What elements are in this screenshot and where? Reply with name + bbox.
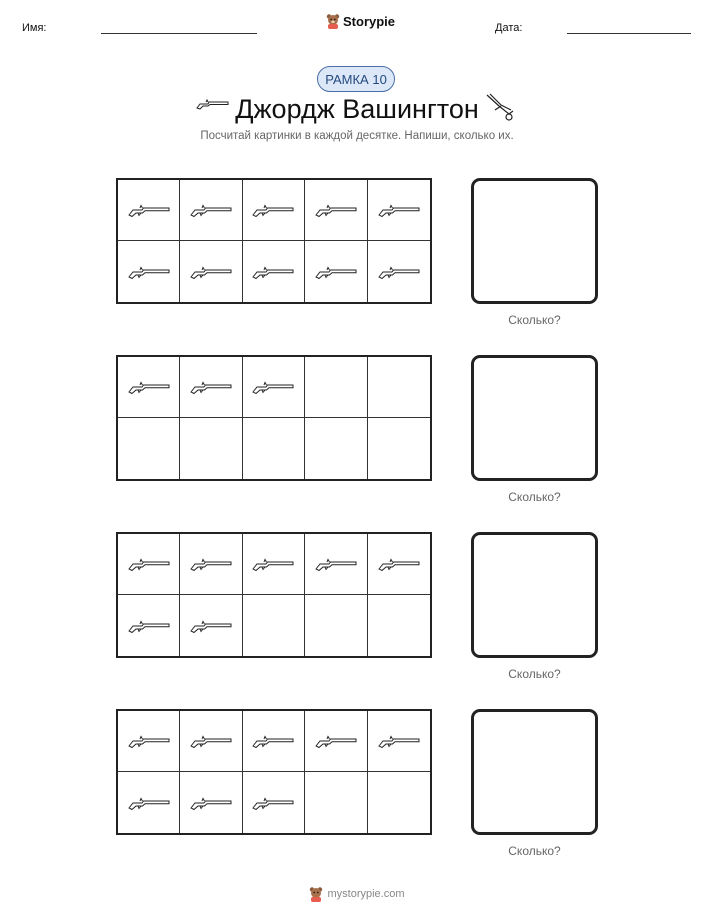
musket-icon <box>314 732 358 750</box>
ten-frame-cell <box>305 711 367 772</box>
ten-frame-cell <box>368 418 430 479</box>
date-label: Дата: <box>495 22 523 34</box>
musket-icon <box>189 794 233 812</box>
how-many-label: Сколько? <box>508 667 561 681</box>
musket-icon <box>251 794 295 812</box>
musket-icon <box>314 263 358 281</box>
musket-icon <box>251 263 295 281</box>
ten-frame-cell <box>118 418 180 479</box>
ten-frame-cell <box>305 772 367 833</box>
instruction-text: Посчитай картинки в каждой десятке. Напиши, сколько их. <box>200 130 514 142</box>
ten-frame-cell <box>368 180 430 241</box>
musket-icon <box>251 378 295 396</box>
musket-icon <box>377 732 421 750</box>
date-line[interactable] <box>567 33 691 34</box>
ten-frame-cell <box>180 711 242 772</box>
ten-frame-cell <box>243 595 305 656</box>
ten-frame-cell <box>118 595 180 656</box>
ten-frame-cell <box>305 534 367 595</box>
how-many-label: Сколько? <box>508 313 561 327</box>
ten-frame-cell <box>180 418 242 479</box>
ten-frame <box>116 178 432 304</box>
ten-frame-cell <box>118 357 180 418</box>
answer-box[interactable] <box>471 709 598 835</box>
ten-frame-cell <box>118 241 180 302</box>
ten-frame-cell <box>243 357 305 418</box>
ten-frame-cell <box>305 241 367 302</box>
ten-frame-cell <box>305 418 367 479</box>
musket-icon <box>189 263 233 281</box>
musket-icon <box>189 201 233 219</box>
ten-frame-cell <box>180 595 242 656</box>
ten-frame-cell <box>118 180 180 241</box>
ten-frame-cell <box>368 534 430 595</box>
ten-frame <box>116 355 432 481</box>
musket-icon <box>251 555 295 573</box>
ten-frame-cell <box>368 595 430 656</box>
musket-icon <box>189 617 233 635</box>
answer-box[interactable] <box>471 532 598 658</box>
musket-icon <box>189 732 233 750</box>
bear-logo-icon <box>309 886 323 902</box>
musket-icon <box>377 263 421 281</box>
ten-frame-cell <box>180 772 242 833</box>
musket-icon <box>127 732 171 750</box>
how-many-label: Сколько? <box>508 844 561 858</box>
ten-frame-cell <box>180 241 242 302</box>
page-title: Джордж Вашингтон <box>235 94 479 124</box>
ten-frame-cell <box>243 241 305 302</box>
ten-frame-cell <box>243 418 305 479</box>
bear-logo-icon <box>326 13 340 29</box>
ten-frame-cell <box>305 357 367 418</box>
musket-icon <box>189 378 233 396</box>
ten-frame-cell <box>368 241 430 302</box>
musket-icon <box>251 732 295 750</box>
musket-icon <box>127 617 171 635</box>
ten-frame-cell <box>243 772 305 833</box>
ten-frame-cell <box>368 357 430 418</box>
ten-frame <box>116 532 432 658</box>
musket-icon <box>377 201 421 219</box>
brand-name: Storypie <box>343 13 396 29</box>
ten-frame-cell <box>305 595 367 656</box>
name-label: Имя: <box>22 22 47 34</box>
musket-icon <box>314 201 358 219</box>
plow-icon <box>485 92 517 122</box>
ten-frame-cell <box>118 711 180 772</box>
ten-frame-cell <box>180 357 242 418</box>
musket-icon <box>189 555 233 573</box>
ten-frame-cell <box>305 180 367 241</box>
musket-icon <box>127 378 171 396</box>
musket-icon <box>127 263 171 281</box>
how-many-label: Сколько? <box>508 490 561 504</box>
ten-frame-cell <box>368 772 430 833</box>
musket-icon <box>314 555 358 573</box>
ten-frame-cell <box>180 180 242 241</box>
musket-icon <box>127 794 171 812</box>
musket-icon <box>377 555 421 573</box>
musket-icon <box>127 555 171 573</box>
footer <box>0 886 714 902</box>
brand-logo <box>326 13 395 29</box>
answer-box[interactable] <box>471 355 598 481</box>
answer-box[interactable] <box>471 178 598 304</box>
footer-url: mystorypie.com <box>327 888 405 900</box>
ten-frame-cell <box>368 711 430 772</box>
ten-frame-cell <box>243 534 305 595</box>
musket-icon <box>127 201 171 219</box>
ten-frame <box>116 709 432 835</box>
name-line[interactable] <box>101 33 257 34</box>
ten-frame-cell <box>243 180 305 241</box>
ten-frame-cell <box>243 711 305 772</box>
ten-frame-cell <box>180 534 242 595</box>
ten-frame-cell <box>118 772 180 833</box>
frame-badge: РАМКА 10 <box>317 66 395 92</box>
musket-icon <box>251 201 295 219</box>
ten-frame-cell <box>118 534 180 595</box>
